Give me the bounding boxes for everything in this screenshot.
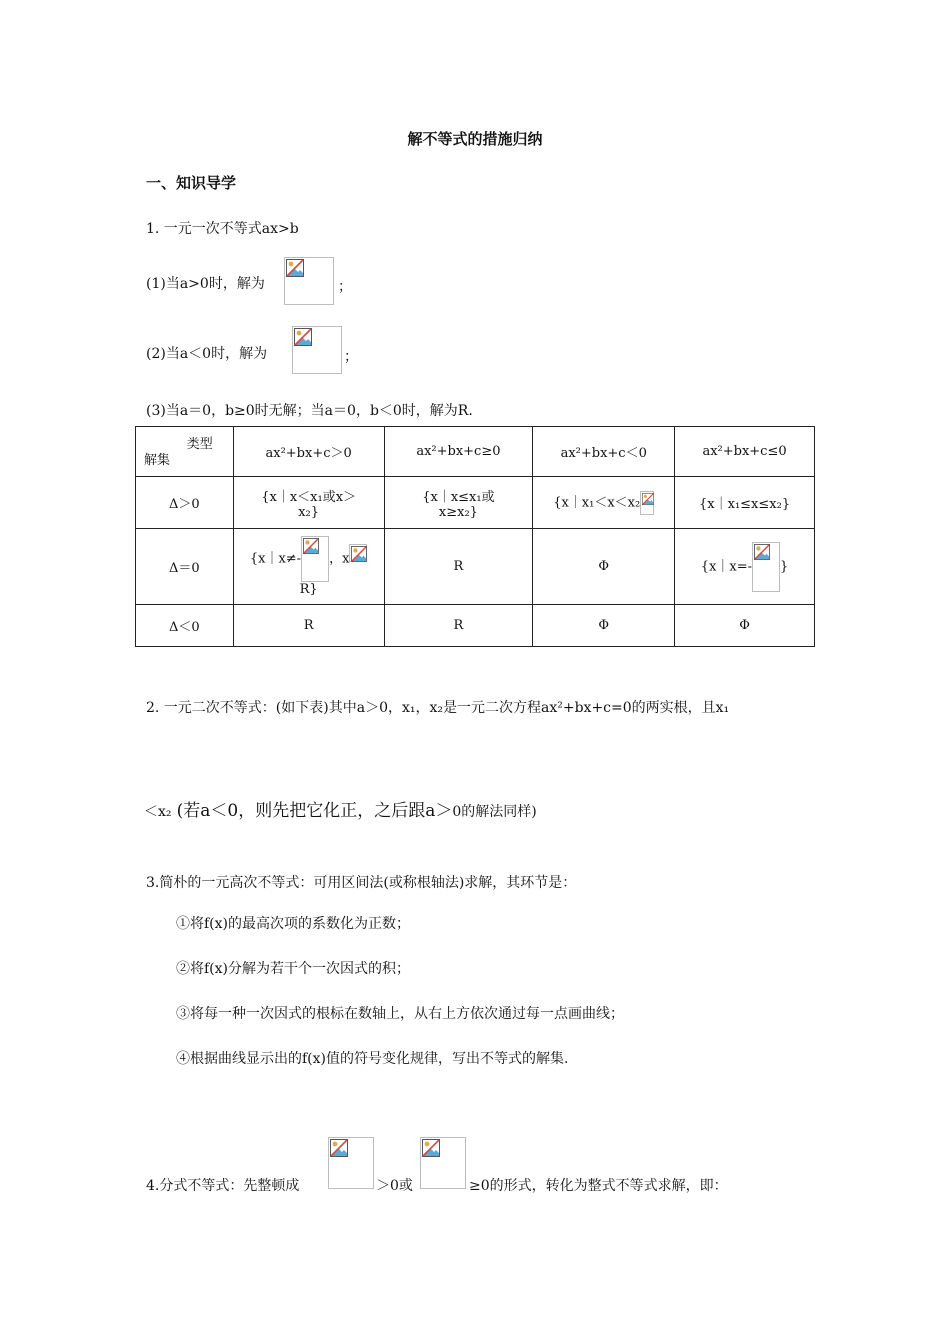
step-item: ①将f(x)的最高次项的系数化为正数； <box>176 916 411 932</box>
table-cell <box>384 477 533 529</box>
cell-line: {x｜x＜x₁或x＞ <box>261 489 357 505</box>
formula-image <box>328 1137 374 1189</box>
row-label: Δ＞0 <box>136 477 234 529</box>
image-placeholder-icon <box>303 538 319 554</box>
row-label: Δ＜0 <box>136 605 234 647</box>
cell-line: x₂} <box>298 504 320 520</box>
table-header-row <box>136 427 815 477</box>
image-placeholder-icon <box>642 493 654 505</box>
semicolon: ； <box>344 349 358 365</box>
table-cell: Φ <box>675 605 815 647</box>
image-placeholder-icon <box>330 1139 348 1157</box>
formula-image <box>301 536 329 582</box>
table-cell <box>233 477 384 529</box>
formula-image <box>640 491 654 515</box>
cell-text: {x｜x≠- <box>249 551 302 567</box>
cell-text: } <box>780 559 789 574</box>
semicolon: ； <box>338 279 352 295</box>
para2-part: ＜x₂ <box>144 804 172 820</box>
image-placeholder-icon <box>422 1139 440 1157</box>
para2-part: (若a＜0，则先把它化正，之后跟a＞ <box>176 801 453 821</box>
image-placeholder-icon <box>351 546 367 562</box>
table-cell: R <box>384 529 533 605</box>
paragraph-4-part: 4.分式不等式：先整顿成 <box>146 1178 300 1194</box>
header-cell: ax²+bx+c≤0 <box>675 427 815 477</box>
paragraph-4-part: ≥0的形式，转化为整式不等式求解，即： <box>469 1178 728 1194</box>
page-title: 解不等式的措施归纳 <box>407 130 543 148</box>
item-1: 1. 一元一次不等式ax>b <box>146 221 299 237</box>
corner-type-label: 类型 <box>186 437 213 452</box>
table-row <box>136 477 815 529</box>
paragraph-3-heading: 3.简朴的一元高次不等式：可用区间法(或称根轴法)求解，其环节是： <box>146 875 577 891</box>
table-cell: {x｜x₁≤x≤x₂} <box>675 477 815 529</box>
table-cell <box>675 529 815 605</box>
corner-solution-label: 解集 <box>144 453 171 468</box>
cell-text: {x｜x₁＜x＜x₂ <box>553 495 641 510</box>
paragraph-4-part: ＞0或 <box>376 1178 413 1194</box>
table-cell <box>533 477 675 529</box>
header-cell: ax²+bx+c≥0 <box>384 427 533 477</box>
table-cell: Φ <box>533 529 675 605</box>
corner-cell <box>136 427 234 477</box>
table-row <box>136 529 815 605</box>
step-item: ④根据曲线显示出的f(x)值的符号变化规律，写出不等式的解集. <box>176 1051 569 1067</box>
table-cell <box>233 529 384 605</box>
cell-text: ，x <box>329 551 350 567</box>
table-cell: R <box>233 605 384 647</box>
header-cell: ax²+bx+c＞0 <box>233 427 384 477</box>
case-1-text: (1)当a>0时，解为 <box>146 276 265 292</box>
formula-image <box>752 542 780 592</box>
formula-image <box>349 544 367 562</box>
para2-part: 0的解法同样) <box>452 804 537 820</box>
image-placeholder-icon <box>754 544 770 560</box>
cell-line: {x｜x≤x₁或 <box>422 489 495 505</box>
formula-image <box>284 257 334 305</box>
case-3-text: (3)当a＝0，b≥0时无解；当a＝0，b＜0时，解为R. <box>146 403 473 419</box>
image-placeholder-icon <box>286 259 304 277</box>
paragraph-2-line-2 <box>144 796 537 821</box>
formula-image <box>420 1137 466 1189</box>
image-placeholder-icon <box>294 328 312 346</box>
table-cell: Φ <box>533 605 675 647</box>
section-heading: 一、知识导学 <box>146 174 237 192</box>
cell-line: x≥x₂} <box>438 504 478 520</box>
cell-line: R} <box>299 582 318 597</box>
case-2-text: (2)当a＜0时，解为 <box>146 346 268 362</box>
step-item: ②将f(x)分解为若干个一次因式的积； <box>176 961 411 977</box>
table-row <box>136 605 815 647</box>
formula-image <box>292 326 342 374</box>
paragraph-2-line-1: 2. 一元二次不等式：(如下表)其中a＞0，x₁，x₂是一元二次方程ax²+bx+c=0的两实根，且x₁ <box>146 700 730 716</box>
cell-text: {x｜x=- <box>700 559 753 574</box>
row-label: Δ＝0 <box>136 529 234 605</box>
step-item: ③将每一种一次因式的根标在数轴上，从右上方依次通过每一点画曲线； <box>176 1006 624 1022</box>
table-cell: R <box>384 605 533 647</box>
solution-table <box>135 426 815 647</box>
header-cell: ax²+bx+c＜0 <box>533 427 675 477</box>
